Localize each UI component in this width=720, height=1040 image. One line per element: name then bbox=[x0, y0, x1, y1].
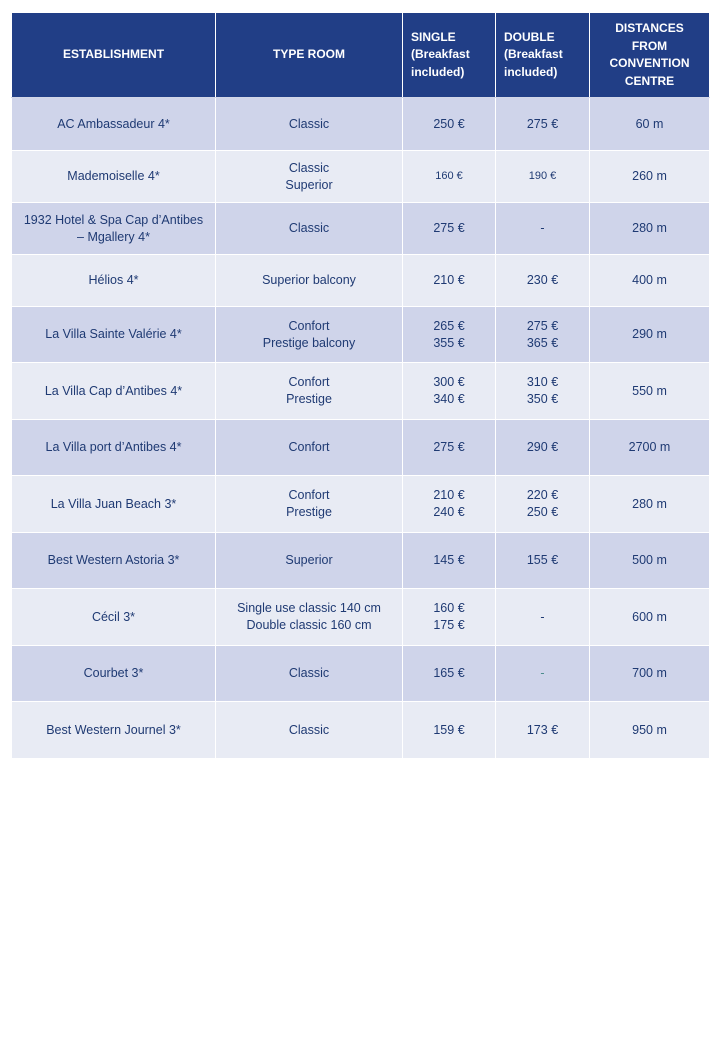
establishment-name: Best Western Astoria 3* bbox=[47, 553, 180, 567]
double-price: 290 € bbox=[526, 440, 559, 454]
header-distance-line: DISTANCES bbox=[615, 21, 684, 35]
single-price: 340 € bbox=[433, 392, 465, 406]
establishment-name: La Villa Cap d’Antibes 4* bbox=[44, 383, 183, 398]
type-room-cell bbox=[216, 646, 403, 702]
room-type: Double classic 160 cm bbox=[246, 618, 372, 632]
table-row bbox=[12, 151, 710, 203]
double-price: 275 € bbox=[526, 116, 559, 131]
distance-cell: 500 m bbox=[590, 533, 710, 589]
single-price-cell bbox=[403, 307, 496, 363]
table-row bbox=[12, 255, 710, 307]
single-price-cell bbox=[403, 420, 496, 476]
establishment-name: Mademoiselle 4* bbox=[67, 169, 160, 183]
establishment-cell bbox=[12, 98, 216, 151]
distance-cell: 600 m bbox=[590, 589, 710, 646]
room-type: Superior balcony bbox=[262, 273, 356, 287]
single-price-cell bbox=[403, 533, 496, 589]
single-price-cell bbox=[403, 476, 496, 533]
double-price-cell bbox=[496, 533, 590, 589]
double-price-cell bbox=[496, 476, 590, 533]
single-price-cell bbox=[403, 646, 496, 702]
double-price: 250 € bbox=[526, 505, 559, 519]
establishment-cell bbox=[12, 420, 216, 476]
single-price: 250 € bbox=[433, 116, 465, 131]
table-row bbox=[12, 307, 710, 363]
room-type: Classic bbox=[288, 722, 330, 737]
header-distance-line: CONVENTION bbox=[609, 56, 690, 70]
table-row bbox=[12, 420, 710, 476]
single-price-cell bbox=[403, 589, 496, 646]
single-price: 160 € bbox=[435, 170, 463, 182]
type-room-cell bbox=[216, 203, 403, 255]
room-type: Superior bbox=[285, 553, 333, 567]
distance-cell: 290 m bbox=[590, 307, 710, 363]
establishment-cell bbox=[12, 533, 216, 589]
distance-cell: 60 m bbox=[590, 98, 710, 151]
establishment-cell bbox=[12, 589, 216, 646]
distance-cell: 700 m bbox=[590, 646, 710, 702]
double-price-cell bbox=[496, 98, 590, 151]
establishment-name: 1932 Hotel & Spa Cap d’Antibes bbox=[23, 212, 204, 227]
double-price: 173 € bbox=[526, 722, 559, 737]
single-price: 275 € bbox=[433, 221, 465, 235]
single-price-cell bbox=[403, 702, 496, 759]
header-establishment: ESTABLISHMENT bbox=[12, 13, 216, 98]
single-price: 275 € bbox=[433, 440, 465, 454]
room-type: Single use classic 140 cm bbox=[237, 601, 381, 615]
room-type: Classic bbox=[288, 160, 330, 175]
double-price: 310 € bbox=[526, 375, 559, 389]
distance-cell: 260 m bbox=[590, 151, 710, 203]
establishment-cell bbox=[12, 203, 216, 255]
table-row bbox=[12, 589, 710, 646]
double-price-cell bbox=[496, 702, 590, 759]
establishment-cell bbox=[12, 307, 216, 363]
establishment-name: La Villa Juan Beach 3* bbox=[50, 496, 177, 511]
table-row bbox=[12, 476, 710, 533]
header-single-line: SINGLE bbox=[411, 29, 456, 44]
single-price: 300 € bbox=[433, 375, 465, 389]
type-room-cell bbox=[216, 151, 403, 203]
header-distance-line: CENTRE bbox=[624, 73, 675, 88]
single-price-cell bbox=[403, 203, 496, 255]
distance-cell: 400 m bbox=[590, 255, 710, 307]
establishment-cell bbox=[12, 646, 216, 702]
room-type: Confort bbox=[288, 375, 330, 389]
type-room-cell bbox=[216, 702, 403, 759]
establishment-name: Courbet 3* bbox=[83, 666, 144, 680]
table-row bbox=[12, 203, 710, 255]
establishment-cell bbox=[12, 476, 216, 533]
establishment-cell bbox=[12, 151, 216, 203]
hotel-rates-table bbox=[11, 12, 710, 759]
single-price: 210 € bbox=[433, 273, 465, 287]
single-price: 145 € bbox=[433, 553, 465, 567]
distance-cell: 2700 m bbox=[590, 420, 710, 476]
double-price-cell bbox=[496, 420, 590, 476]
table-row bbox=[12, 363, 710, 420]
room-type: Confort bbox=[288, 488, 330, 502]
double-price: 220 € bbox=[526, 488, 559, 502]
header-double bbox=[496, 13, 590, 98]
type-room-cell bbox=[216, 255, 403, 307]
double-price-cell bbox=[496, 307, 590, 363]
double-price-cell bbox=[496, 363, 590, 420]
single-price: 240 € bbox=[433, 505, 465, 519]
double-price-cell bbox=[496, 646, 590, 702]
double-price: 155 € bbox=[526, 553, 559, 567]
room-type: Classic bbox=[288, 116, 330, 131]
establishment-name: La Villa port d’Antibes 4* bbox=[45, 440, 182, 454]
double-price: 190 € bbox=[528, 170, 557, 182]
double-price: - bbox=[540, 221, 545, 235]
single-price: 159 € bbox=[433, 722, 465, 737]
room-type: Prestige bbox=[286, 392, 332, 406]
establishment-name: Hélios 4* bbox=[88, 273, 139, 287]
room-type: Confort bbox=[288, 318, 330, 333]
header-double-line: (Breakfast bbox=[504, 47, 563, 62]
establishment-name: – Mgallery 4* bbox=[77, 229, 150, 244]
distance-cell: 950 m bbox=[590, 702, 710, 759]
establishment-cell bbox=[12, 255, 216, 307]
single-price-cell bbox=[403, 98, 496, 151]
double-price-cell bbox=[496, 151, 590, 203]
type-room-cell bbox=[216, 363, 403, 420]
room-type: Confort bbox=[288, 440, 330, 454]
establishment-name: Best Western Journel 3* bbox=[46, 722, 181, 737]
single-price: 355 € bbox=[433, 335, 465, 350]
double-price: 275 € bbox=[526, 318, 559, 333]
type-room-cell bbox=[216, 98, 403, 151]
table-row bbox=[12, 533, 710, 589]
table-row bbox=[12, 98, 710, 151]
header-distance-line: FROM bbox=[631, 38, 668, 53]
header-double-line: DOUBLE bbox=[504, 29, 555, 44]
single-price: 210 € bbox=[433, 488, 465, 502]
establishment-cell bbox=[12, 363, 216, 420]
establishment-cell bbox=[12, 702, 216, 759]
double-price-cell bbox=[496, 203, 590, 255]
type-room-cell bbox=[216, 533, 403, 589]
type-room-cell bbox=[216, 476, 403, 533]
distance-cell: 550 m bbox=[590, 363, 710, 420]
distance-cell: 280 m bbox=[590, 203, 710, 255]
header-type-room: TYPE ROOM bbox=[216, 13, 403, 98]
table-row bbox=[12, 646, 710, 702]
double-price-cell bbox=[496, 589, 590, 646]
single-price: 160 € bbox=[433, 601, 465, 615]
single-price-cell bbox=[403, 151, 496, 203]
distance-cell: 280 m bbox=[590, 476, 710, 533]
single-price-cell bbox=[403, 255, 496, 307]
type-room-cell bbox=[216, 420, 403, 476]
double-price-cell bbox=[496, 255, 590, 307]
single-price: 175 € bbox=[433, 618, 465, 632]
single-price: 165 € bbox=[433, 666, 465, 680]
establishment-name: AC Ambassadeur 4* bbox=[57, 116, 170, 131]
header-single-line: (Breakfast bbox=[411, 47, 470, 62]
room-type: Prestige balcony bbox=[262, 335, 356, 350]
room-type: Classic bbox=[288, 221, 330, 235]
type-room-cell bbox=[216, 307, 403, 363]
double-price: - bbox=[540, 609, 545, 624]
header-row bbox=[12, 13, 710, 98]
header-distance bbox=[590, 13, 710, 98]
header-double-line: included) bbox=[504, 64, 558, 79]
establishment-name: La Villa Sainte Valérie 4* bbox=[45, 327, 182, 341]
header-single bbox=[403, 13, 496, 98]
double-price: 230 € bbox=[526, 273, 559, 287]
room-type: Prestige bbox=[286, 505, 332, 519]
table-row bbox=[12, 702, 710, 759]
double-price: 350 € bbox=[526, 392, 559, 406]
single-price: 265 € bbox=[433, 318, 465, 333]
type-room-cell bbox=[216, 589, 403, 646]
double-price: 365 € bbox=[526, 335, 559, 350]
room-type: Superior bbox=[285, 177, 333, 192]
establishment-name: Cécil 3* bbox=[91, 609, 136, 624]
room-type: Classic bbox=[288, 666, 330, 680]
single-price-cell bbox=[403, 363, 496, 420]
double-price: - bbox=[540, 666, 545, 680]
header-single-line: included) bbox=[411, 64, 465, 79]
